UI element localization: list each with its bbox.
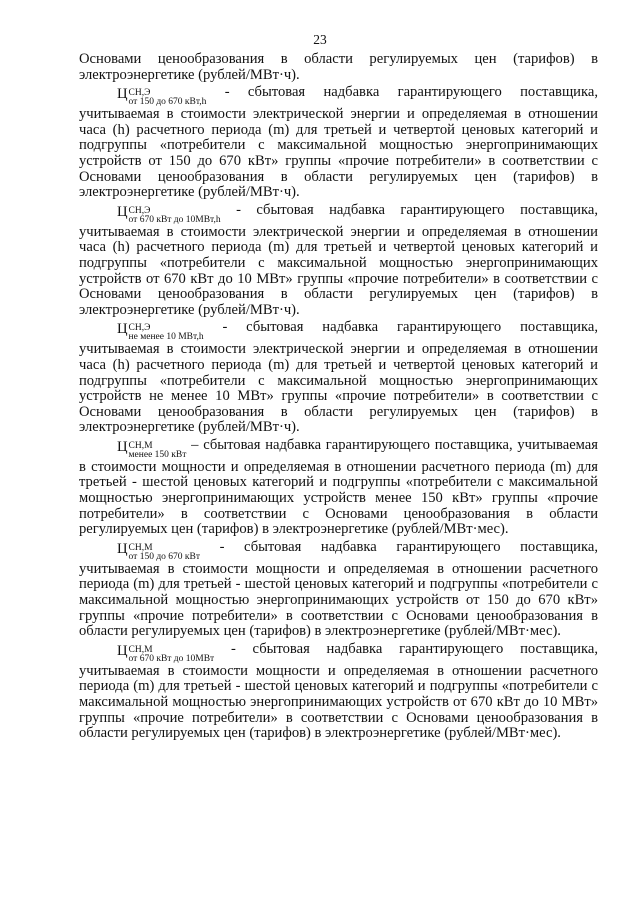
definition-text: - сбытовая надбавка гарантирующего поставщика, учитываемая в стоимости мощности и определяемая в отношении расчетного периода (m) для третьей - шестой ценовых категорий и подгруппы «потребители с максимальной мощностью энергопринимающих устройств от 670 кВт до 10 МВт» группы «прочие потребители» в соответствии с Основами ценообразования в области регулируемых цен (тарифов) в электроэнергетике (рублей/МВт·мес). (79, 640, 598, 742)
intro-paragraph: Основами ценообразования в области регулируемых цен (тарифов) в электроэнергетике (рублей/МВт·ч). (79, 51, 598, 83)
page-number: 23 (313, 32, 327, 47)
definition-paragraph (79, 642, 598, 742)
definition-text: - сбытовая надбавка гарантирующего поставщика, учитываемая в стоимости электрической энергии и определяемая в отношении часа (h) расчетного периода (m) для третьей и четвертой ценовых категорий и подгруппы «потребители с максимальной мощностью энергопринимающих устройств от 150 до 670 кВт» группы «прочие потребители» в соответствии с Основами ценообразования в области регулируемых цен (тарифов) в электроэнергетике (рублей/МВт·ч). (79, 84, 598, 201)
formula-symbol: Ц СН,М от 150 до 670 кВт (117, 540, 201, 562)
formula-symbol: Ц СН,Э не менее 10 МВт,h (117, 321, 204, 343)
definition-text: - сбытовая надбавка гарантирующего поставщика, учитываемая в стоимости электрической энергии и определяемая в отношении часа (h) расчетного периода (m) для третьей и четвертой ценовых категорий и подгруппы «потребители с максимальной мощностью энергопринимающих устройств от 670 кВт до 10 МВт» группы «прочие потребители» в соответствии с Основами ценообразования в области регулируемых цен (тарифов) в электроэнергетике (рублей/МВт·ч). (79, 201, 598, 318)
formula-symbol: Ц СН,Э от 150 до 670 кВт,h (117, 86, 207, 108)
definition-paragraph (79, 320, 598, 436)
formula-symbol: Ц СН,М менее 150 кВт (117, 438, 187, 460)
formula-symbol: Ц СН,М от 670 кВт до 10МВт (117, 642, 215, 664)
definition-paragraph (79, 540, 598, 640)
definition-paragraph (79, 85, 598, 201)
definition-text: - сбытовая надбавка гарантирующего поставщика, учитываемая в стоимости электрической энергии и определяемая в отношении часа (h) расчетного периода (m) для третьей и четвертой ценовых категорий и подгруппы «потребители с максимальной мощностью энергопринимающих устройств не менее 10 МВт» группы «прочие потребители» в соответствии с Основами ценообразования в области регулируемых цен (тарифов) в электроэнергетике (рублей/МВт·ч). (79, 319, 598, 436)
definition-paragraph (79, 438, 598, 538)
document-body (79, 52, 598, 742)
definition-text: – сбытовая надбавка гарантирующего поставщика, учитываемая в стоимости мощности и определяемая в отношении расчетного периода (m) для третьей - шестой ценовых категорий и подгруппы «потребители с максимальной мощностью энергопринимающих устройств менее 150 кВт» группы «прочие потребители» в соответствии с Основами ценообразования в области регулируемых цен (тарифов) в электроэнергетике (рублей/МВт·мес). (79, 436, 598, 538)
definition-text: - сбытовая надбавка гарантирующего поставщика, учитываемая в стоимости мощности и определяемая в отношении расчетного периода (m) для третьей - шестой ценовых категорий и подгруппы «потребители с максимальной мощностью энергопринимающих устройств от 150 до 670 кВт» группы «прочие потребители» в соответствии с Основами ценообразования в области регулируемых цен (тарифов) в электроэнергетике (рублей/МВт·мес). (79, 538, 598, 640)
definition-paragraph (79, 203, 598, 319)
formula-symbol: Ц СН,Э от 670 кВт до 10МВт,h (117, 203, 221, 225)
